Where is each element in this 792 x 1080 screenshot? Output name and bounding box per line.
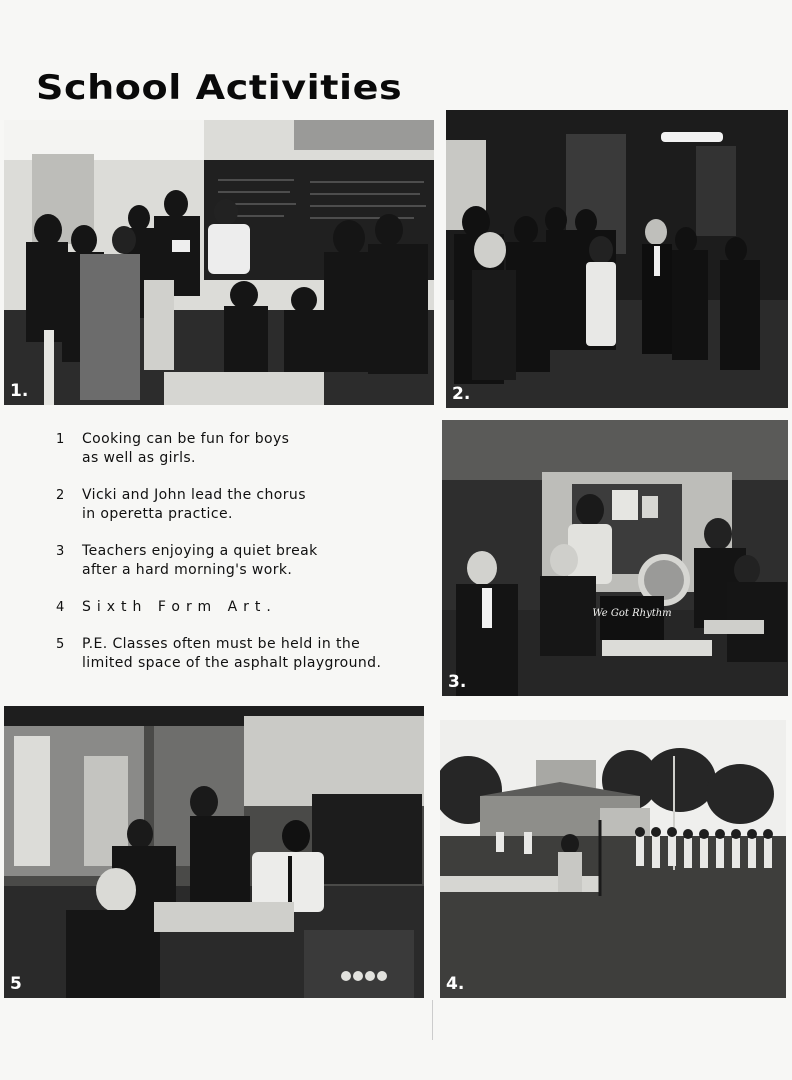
pe-class-image xyxy=(440,720,786,998)
cooking-class-image xyxy=(4,120,434,405)
chorus-practice-image xyxy=(446,110,788,408)
page-title: School Activities xyxy=(36,68,403,108)
caption-item xyxy=(56,542,386,580)
caption-text: Cooking can be fun for boys as well as girls. xyxy=(82,431,290,466)
we-got-rhythm-sign: We Got Rhythm xyxy=(592,608,672,619)
caption-text: P.E. Classes often must be held in the limited space of the asphalt playground. xyxy=(82,636,382,671)
caption-text: Vicki and John lead the chorus in operetta practice. xyxy=(82,487,306,522)
photo-chorus-practice xyxy=(446,110,788,408)
sixth-form-art-image xyxy=(4,706,424,998)
caption-number: 3 xyxy=(56,544,65,559)
caption-item xyxy=(56,598,386,617)
caption-number: 4 xyxy=(56,600,65,615)
photo-teachers-break xyxy=(442,420,788,696)
teachers-break-image xyxy=(442,420,788,696)
photo-number-2: 2. xyxy=(452,384,471,404)
page-gutter-divider xyxy=(432,1000,433,1040)
photo-number-3: 3. xyxy=(448,672,467,692)
caption-item xyxy=(56,486,386,524)
photo-pe-class xyxy=(440,720,786,998)
photo-sixth-form-art xyxy=(4,706,424,998)
photo-number-5: 5 xyxy=(10,974,22,994)
photo-number-1: 1. xyxy=(10,381,29,401)
photo-captions xyxy=(56,430,386,691)
photo-number-4: 4. xyxy=(446,974,465,994)
caption-text: Sixth Form Art. xyxy=(82,599,277,615)
caption-number: 2 xyxy=(56,488,65,503)
caption-number: 1 xyxy=(56,432,65,447)
caption-item xyxy=(56,430,386,468)
caption-text: Teachers enjoying a quiet break after a hard morning's work. xyxy=(82,543,318,578)
caption-item xyxy=(56,635,386,673)
caption-number: 5 xyxy=(56,637,65,652)
photo-cooking-class xyxy=(4,120,434,405)
